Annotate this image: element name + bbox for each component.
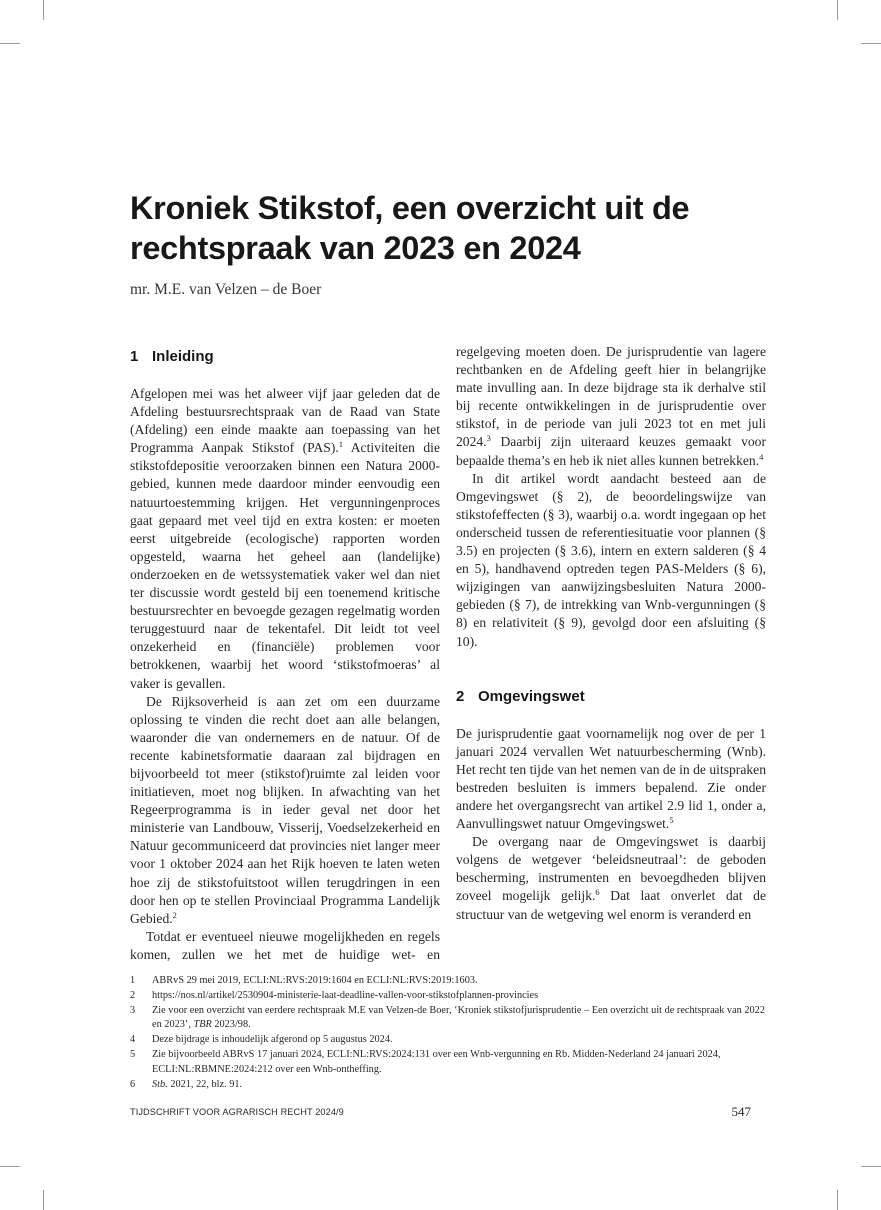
crop-mark-top-left-vertical: [43, 0, 44, 20]
footnote-ref[interactable]: 5: [669, 815, 674, 826]
footnote-ref[interactable]: 4: [759, 451, 764, 462]
footnote: 3 Zie voor een overzicht van eerdere rechtspraak M.E van Velzen-de Boer, ‘Kroniek stikstofjurisprudentie – Een overzicht uit de rechtspraak van 2022 en 2023’, TBR 2023/98.: [130, 1004, 765, 1031]
page-number: 547: [731, 1104, 751, 1119]
footnote: 2 https://nos.nl/artikel/2530904-ministerie-laat-deadline-vallen-voor-stikstofplannen-provincies: [130, 989, 770, 1004]
section-heading-1: [130, 347, 440, 367]
paragraph-continued: regelgeving moeten doen. De jurisprudentie van lagere rechtbanken en de Afdeling geeft hier in belangrijke mate invulling aan. In deze bijdrage sta ik derhalve stil bij recente ontwikkelingen in de jurisprudentie over stikstof, in de periode van juli 2023 tot en met juli 2024.$^3$ Daarbij zijn uiteraard keuzes gemaakt voor bepaalde thema’s en heb ik niet alles kunnen betrekken.$^4$: [456, 344, 766, 468]
footnote: 6 Stb. 2021, 22, blz. 91.: [130, 1078, 243, 1090]
footnote-ref[interactable]: 3: [486, 433, 491, 444]
footnote-ref[interactable]: 1: [338, 439, 344, 450]
footnote: 4 Deze bijdrage is inhoudelijk afgerond op 5 augustus 2024.: [130, 1034, 393, 1046]
paragraph: Afgelopen mei was het alweer vijf jaar geleden dat de Afdeling bestuursrechtspraak van de Raad van State (Afdeling) een einde maakte aan toepassing van het Programma Aanpak Stikstof (PAS).$^1$ Activiteiten die stikstofdepositie veroorzaken binnen een Natura 2000-gebied, kunnen mede daardoor minder eenvoudig een natuurtoestemming krijgen. Het vergunningenproces gaat gepaard met veel tijd en extra kosten: er moeten eerst uitgebreide (ecologische) rapporten worden opgesteld, waarna het geheel aan (landelijke) onderzoeken en de wetssystematiek vaker wel dan niet ter discussie wordt gesteld bij een toenemend kritische bestuursrechter en bevoegde gezagen regelmatig worden teruggestuurd naar de tekentafel. Dit leidt tot veel onzekerheid en (financiële) problemen voor betrokkenen, waarbij het woord ‘stikstofmoeras’ al vaker is gevallen.: [130, 386, 440, 691]
crop-mark-top-right-horizontal: [861, 43, 881, 44]
section-number: 1: [130, 348, 139, 365]
footnotes: [130, 974, 770, 1092]
journal-footer: TIJDSCHRIFT VOOR AGRARISCH RECHT 2024/9: [130, 1107, 344, 1117]
paragraph-split-start: [130, 928, 440, 964]
section-title: Inleiding: [152, 348, 214, 365]
section-title: Omgevingswet: [478, 687, 585, 705]
footnote: 1 ABRvS 29 mei 2019, ECLI:NL:RVS:2019:1604 en ECLI:NL:RVS:2019:1603.: [130, 975, 478, 986]
footnote-ref[interactable]: 6: [595, 887, 600, 898]
crop-mark-bottom-left-vertical: [43, 1190, 44, 1210]
paragraph: In dit artikel wordt aandacht besteed aan de Omgevingswet (§ 2), de beoordelingswijze van stikstofeffecten (§ 3), waarbij o.a. wordt ingegaan op het onderscheid tussen de referentiesituatie voor plannen (§ 3.5) en projecten (§ 3.6), intern en extern salderen (§ 4 en 5), handhavend optreden tegen PAS-Melders (§ 6), wijzigingen van aanwijzingsbesluiten Natura 2000-gebieden (§ 7), de intrekking van Wnb-vergunningen (§ 8) en relativiteit (§ 9), gevolgd door een afsluiting (§ 10).: [456, 470, 766, 649]
right-column: [456, 343, 766, 924]
paragraph: De Rijksoverheid is aan zet om een duurzame oplossing te vinden die recht doet aan alle belangen, waaronder die van ondernemers en de natuur. Of de recente kabinetsformatie daaraan zal bijdragen en bijvoorbeeld tot meer (stikstof)ruimte zal leiden voor initiatieven, moet nog blijken. In afwachting van het Regeerprogramma is in ieder geval net door het ministerie van Landbouw, Visserij, Voedselzekerheid en Natuur gecommuniceerd dat provincies niet langer meer voor 1 oktober 2024 aan het Rijk hoeven te laten weten hoe zij de stikstofuitstoot willen terugdringen in een door hen op te stellen Provinciaal Programma Landelijk Gebied.$^2$: [130, 693, 440, 926]
article-author: mr. M.E. van Velzen – de Boer: [130, 281, 322, 298]
footnote: 5 Zie bijvoorbeeld ABRvS 17 januari 2024, ECLI:NL:RVS:2024:131 over een Wnb-vergunning en Rb. Midden-Nederland 24 januari 2024, ECLI:NL:RBMNE:2024:212 over een Wnb-ontheffing.: [130, 1048, 721, 1075]
footnote-ref[interactable]: 2: [172, 909, 177, 920]
section-number: 2: [456, 687, 465, 705]
crop-mark-top-right-vertical: [837, 0, 838, 20]
paragraph-continued-text: Totdat er eventueel nieuwe mogelijkheden en regels komen, zullen we het met de huidige wet- en: [130, 928, 440, 962]
crop-mark-top-left-horizontal: [0, 43, 20, 44]
crop-mark-bottom-left-horizontal: [0, 1166, 20, 1167]
article-title: Kroniek Stikstof, een overzicht uit de rechtspraak van 2023 en 2024: [130, 190, 690, 266]
left-column: [130, 342, 440, 964]
section-heading-2: [456, 687, 766, 707]
crop-mark-bottom-right-horizontal: [861, 1166, 881, 1167]
paragraph: De jurisprudentie gaat voornamelijk nog over de per 1 januari 2024 vervallen Wet natuurbescherming (Wnb). Het recht ten tijde van het nemen van de in de uitspraken bestreden besluiten is immers bepalend. Zie onder andere het overgangsrecht van artikel 2.9 lid 1, onder a, Aanvullingswet natuur Omgevingswet.$^5$: [456, 725, 766, 832]
paragraph: De overgang naar de Omgevingswet is daarbij volgens de wetgever ‘beleidsneutraal’: de geboden bescherming, instrumenten en bevoegdheden blijven zoveel mogelijk gelijk.$^6$ Dat laat onverlet dat de structuur van de wetgeving wel enorm is veranderd en: [456, 834, 766, 922]
crop-mark-bottom-right-vertical: [837, 1190, 838, 1210]
footnote-link[interactable]: https://nos.nl/artikel/2530904-ministerie-laat-deadline-vallen-voor-stikstofplannen-provincies: [152, 989, 539, 1001]
